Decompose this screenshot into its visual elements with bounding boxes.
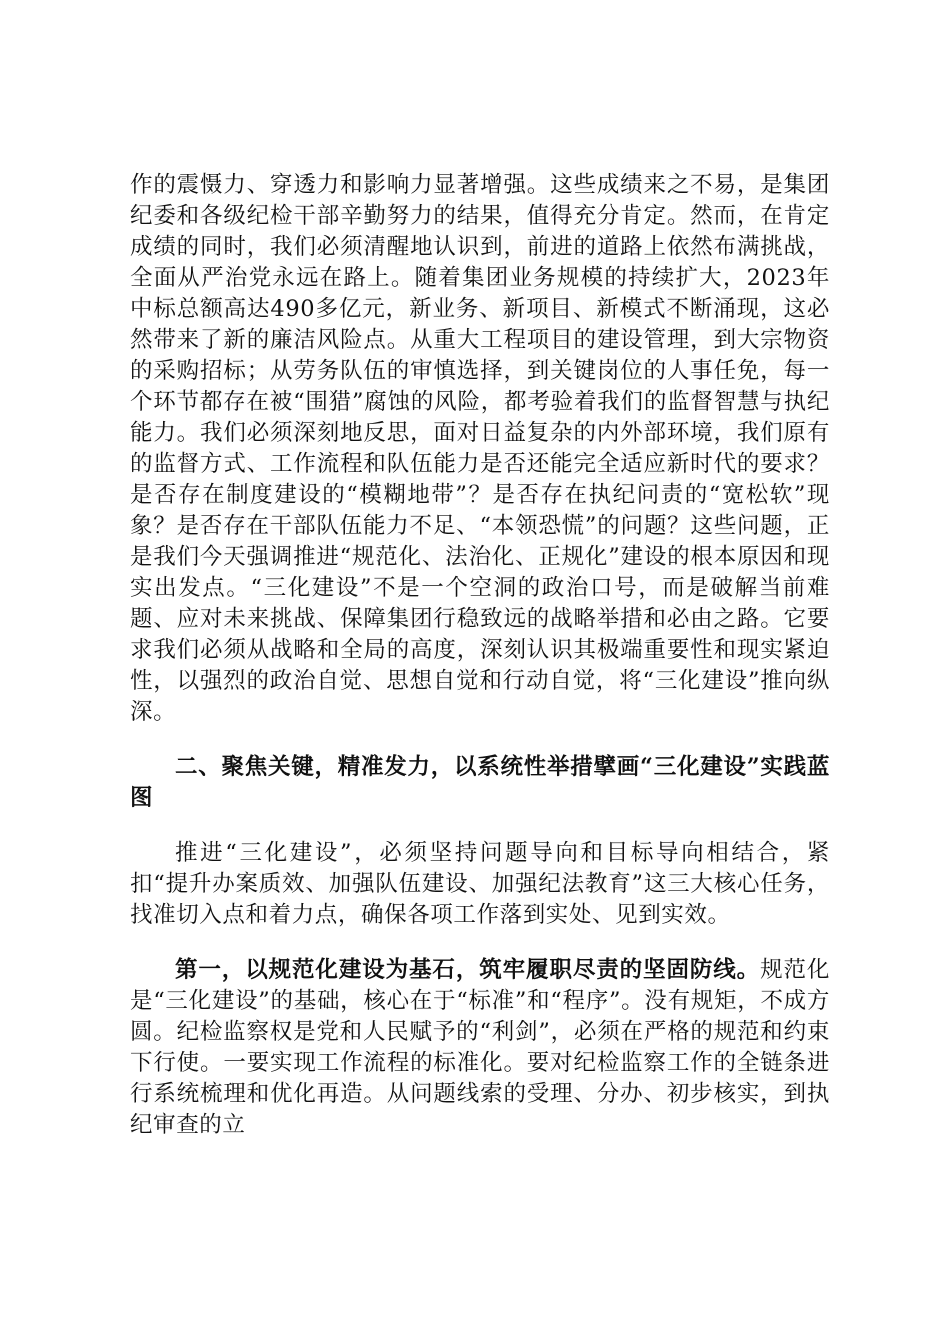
- body-paragraph-2: 推进“三化建设”，必须坚持问题导向和目标导向相结合，紧扣“提升办案质效、加强队伍建设、加强纪法教育”这三大核心任务，找准切入点和着力点，确保各项工作落到实处、见到实效。: [130, 840, 830, 928]
- paragraph-3-lead-sentence: 第一，以规范化建设为基石，筑牢履职尽责的坚固防线。: [175, 957, 761, 983]
- paragraph-3-body: 规范化是“三化建设”的基础，核心在于“标准”和“程序”。没有规矩，不成方圆。纪检监察权是党和人民赋予的“利剑”，必须在严格的规范和约束下行使。一要实现工作流程的标准化。要对纪检监察工作的全链条进行系统梳理和优化再造。从问题线索的受理、分办、初步核实，到执纪审查的立: [130, 957, 830, 1138]
- document-page: [130, 170, 830, 1141]
- body-paragraph-1: 作的震慑力、穿透力和影响力显著增强。这些成绩来之不易，是集团纪委和各级纪检干部辛勤努力的结果，值得充分肯定。然而，在肯定成绩的同时，我们必须清醒地认识到，前进的道路上依然布满挑战，全面从严治党永远在路上。随着集团业务规模的持续扩大，2023年中标总额高达490多亿元，新业务、新项目、新模式不断涌现，这必然带来了新的廉洁风险点。从重大工程项目的建设管理，到大宗物资的采购招标；从劳务队伍的审慎选择，到关键岗位的人事任免，每一个环节都存在被“围猎”腐蚀的风险，都考验着我们的监督智慧与执纪能力。我们必须深刻地反思，面对日益复杂的内外部环境，我们原有的监督方式、工作流程和队伍能力是否还能完全适应新时代的要求？是否存在制度建设的“模糊地带”？是否存在执纪问责的“宽松软”现象？是否存在干部队伍能力不足、“本领恐慌”的问题？这些问题，正是我们今天强调推进“规范化、法治化、正规化”建设的根本原因和现实出发点。“三化建设”不是一个空洞的政治口号，而是破解当前难题、应对未来挑战、保障集团行稳致远的战略举措和必由之路。它要求我们必须从战略和全局的高度，深刻认识其极端重要性和现实紧迫性，以强烈的政治自觉、思想自觉和行动自觉，将“三化建设”推向纵深。: [130, 172, 830, 725]
- section-heading-2: 二、聚焦关键，精准发力，以系统性举措擘画“三化建设”实践蓝图: [130, 754, 830, 811]
- body-paragraph-3: [130, 955, 830, 1141]
